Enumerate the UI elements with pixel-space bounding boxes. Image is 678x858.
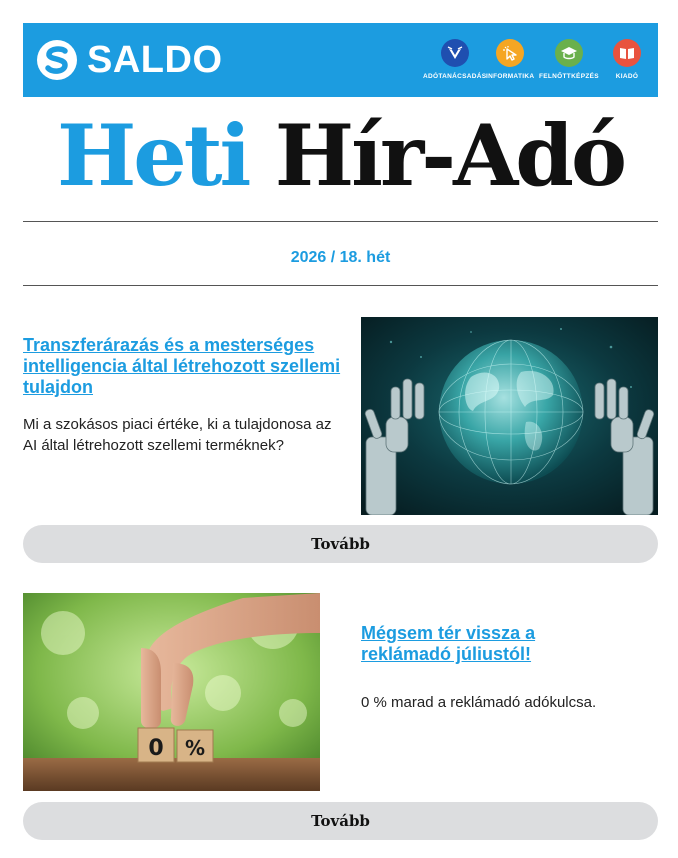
newsletter-masthead	[23, 108, 658, 204]
nav-informatika[interactable]	[486, 39, 534, 89]
more-button[interactable]: Tovább	[23, 525, 658, 563]
article-lead: Mi a szokásos piaci értéke, ki a tulajdonosa az AI által létrehozott szellemi terméknek?	[23, 416, 332, 454]
divider	[23, 221, 658, 222]
block-percent-text: %	[184, 736, 206, 760]
shield-wings-icon	[441, 39, 469, 67]
block-zero-text: 0	[148, 736, 164, 761]
nav-kiado[interactable]	[613, 39, 641, 89]
masthead-word-heti: Heti	[56, 106, 249, 205]
issue-week: 2026 / 18. hét	[290, 249, 391, 266]
robot-hands-globe-image[interactable]	[361, 317, 658, 515]
nav-felnottkepzes[interactable]	[539, 39, 599, 89]
divider	[23, 285, 658, 286]
more-button[interactable]: Tovább	[23, 802, 658, 840]
header-banner	[23, 23, 658, 97]
hand-zero-percent-blocks-image[interactable]	[23, 593, 320, 791]
logo-text[interactable]: SALDO	[87, 39, 223, 81]
article-title[interactable]: Mégsem tér vissza a reklámadó júliustól!	[361, 623, 536, 664]
nav-label: KIADÓ	[615, 73, 639, 80]
saldo-logo-icon[interactable]	[36, 39, 78, 81]
nav-label: FELNŐTTKÉPZÉS	[539, 73, 599, 80]
nav-label: ADÓTANÁCSADÁS	[423, 73, 487, 80]
nav-label: INFORMATIKA	[486, 73, 535, 80]
graduation-cap-icon	[555, 39, 583, 67]
open-book-icon	[613, 39, 641, 67]
masthead-word-hir-ado: Hír-Adó	[274, 106, 625, 205]
article-lead: 0 % marad a reklámadó adókulcsa.	[361, 694, 597, 711]
nav-adotanacsadas[interactable]	[423, 39, 486, 89]
cursor-click-icon	[496, 39, 524, 67]
article-title[interactable]: Transzferárazás és a mesterséges intelligencia által létrehozott szellemi tulajdon	[23, 335, 341, 397]
